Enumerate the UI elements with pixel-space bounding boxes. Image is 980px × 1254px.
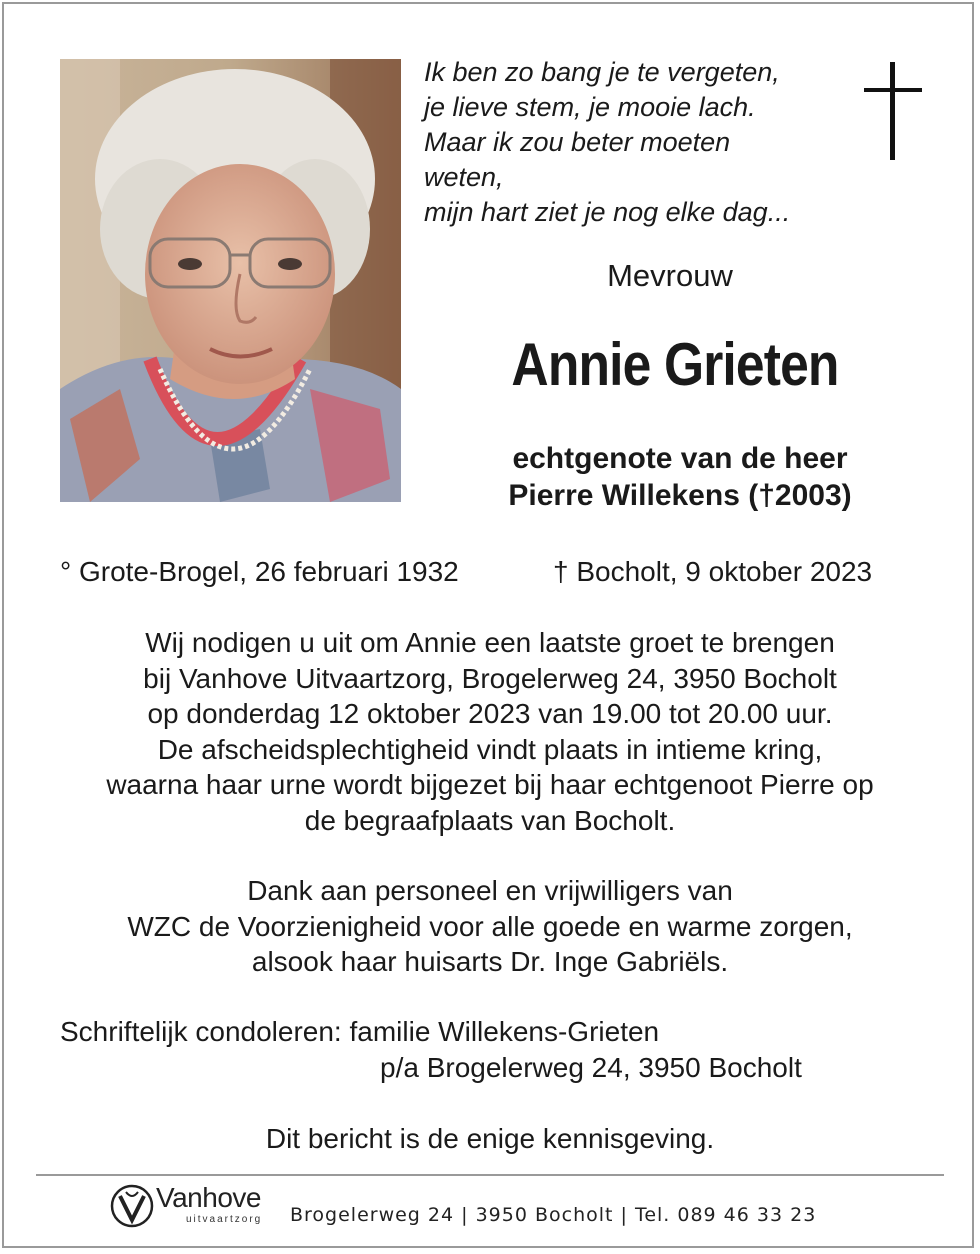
footer-address: Brogelerweg 24 | 3950 Bocholt | Tel. 089 46 33 23 — [290, 1204, 817, 1226]
logo-subtitle: uitvaartzorg — [186, 1214, 263, 1225]
thanks-line: WZC de Voorzienigheid voor alle goede en warme zorgen, — [127, 910, 853, 942]
invitation-text — [20, 625, 960, 838]
spouse-line-1: echtgenote van de heer — [512, 442, 848, 475]
salutation: Mevrouw — [607, 258, 733, 293]
cross-icon — [864, 62, 922, 160]
notice: Dit bericht is de enige kennisgeving. — [265, 1123, 715, 1154]
invitation-line: op donderdag 12 oktober 2023 van 19.00 tot 20.00 uur. — [147, 698, 833, 729]
spouse-line-2: Pierre Willekens (†2003) — [508, 479, 852, 512]
thanks-line: Dank aan personeel en vrijwilligers van — [247, 875, 733, 906]
death-date: † Bocholt, 9 oktober 2023 — [553, 556, 873, 587]
condolences-line-2: p/a Brogelerweg 24, 3950 Bocholt — [380, 1052, 802, 1083]
invitation-line: de begraafplaats van Bocholt. — [304, 804, 676, 836]
poem-line: weten, — [424, 162, 504, 192]
deceased-name: Annie Grieten — [511, 331, 839, 398]
condolences-line-1: Schriftelijk condoleren: familie Willekens-Grieten — [60, 1016, 660, 1047]
invitation-line: bij Vanhove Uitvaartzorg, Brogelerweg 24, 3950 Bocholt — [143, 662, 837, 694]
poem-line: Ik ben zo bang je te vergeten, — [424, 57, 780, 87]
poem-line: mijn hart ziet je nog elke dag... — [424, 197, 791, 227]
footer-divider — [36, 1174, 944, 1176]
portrait-photo — [60, 59, 401, 502]
thanks-line: alsook haar huisarts Dr. Inge Gabriëls. — [251, 946, 729, 977]
vanhove-logo-icon — [108, 1182, 156, 1230]
thanks-text — [20, 873, 960, 980]
invitation-line: De afscheidsplechtigheid vindt plaats in intieme kring, — [157, 733, 823, 765]
poem-line: je lieve stem, je mooie lach. — [424, 92, 756, 122]
vanhove-logo — [108, 1182, 288, 1230]
invitation-line: waarna haar urne wordt bijgezet bij haar echtgenoot Pierre op — [106, 769, 874, 800]
invitation-line: Wij nodigen u uit om Annie een laatste groet te brengen — [145, 627, 835, 658]
poem-line: Maar ik zou beter moeten — [424, 127, 731, 157]
birth-date: ° Grote-Brogel, 26 februari 1932 — [60, 556, 459, 587]
logo-name: Vanhove — [156, 1182, 261, 1213]
poem — [424, 55, 864, 230]
spouse-info — [420, 440, 940, 514]
